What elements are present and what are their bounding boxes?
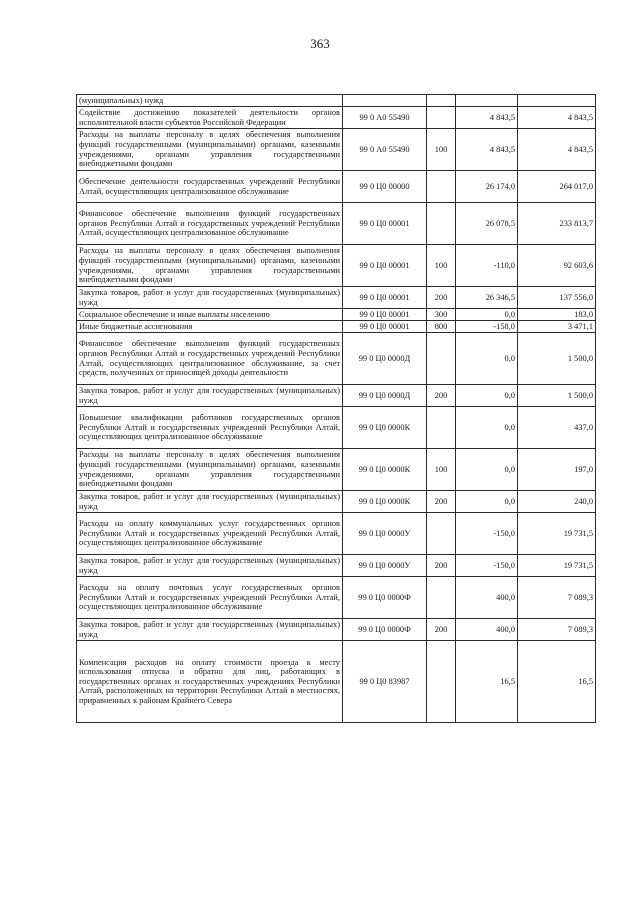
row-code-cell: 99 0 Ц0 0000К: [343, 491, 427, 513]
row-value-total-cell: 1 500,0: [518, 333, 596, 385]
row-value-change-cell: 26 174,0: [456, 171, 518, 203]
row-value-total-cell: 7 089,3: [518, 577, 596, 619]
table-row: [77, 95, 596, 107]
row-code-cell: 99 0 А0 55490: [343, 129, 427, 171]
row-value-change-cell: 0,0: [456, 407, 518, 449]
row-value-change-cell: -150,0: [456, 555, 518, 577]
row-value-change-cell: 26 346,5: [456, 287, 518, 309]
row-expense-type-cell: 200: [427, 385, 456, 407]
table-row: [77, 107, 596, 129]
row-value-total-cell: 16,5: [518, 641, 596, 723]
row-value-change-cell: 400,0: [456, 619, 518, 641]
row-value-total-cell: 19 731,5: [518, 513, 596, 555]
table-row: [77, 171, 596, 203]
row-code-cell: 99 0 Ц0 0000Д: [343, 333, 427, 385]
table-row: [77, 491, 596, 513]
table-row: [77, 577, 596, 619]
row-name-cell: Содействие достижению показателей деятельности органов исполнительной власти субъектов Российской Федерации: [77, 107, 343, 129]
row-value-change-cell: -150,0: [456, 513, 518, 555]
row-value-total-cell: 437,0: [518, 407, 596, 449]
table-row: [77, 641, 596, 723]
row-name-cell: Иные бюджетные ассигнования: [77, 321, 343, 333]
row-code-cell: 99 0 Ц0 0000У: [343, 513, 427, 555]
row-expense-type-cell: [427, 513, 456, 555]
table-row: [77, 555, 596, 577]
row-expense-type-cell: 800: [427, 321, 456, 333]
row-name-cell: Расходы на выплаты персоналу в целях обеспечения выполнения функций государственными (муниципальными) органами, казенными учреждениями, органами управления государственными внебюджетными фондами: [77, 245, 343, 287]
row-name-cell: Расходы на выплаты персоналу в целях обеспечения выполнения функций государственными (муниципальными) органами, казенными учреждениями, органами управления государственными внебюджетными фондами: [77, 129, 343, 171]
row-expense-type-cell: [427, 333, 456, 385]
row-value-change-cell: 0,0: [456, 385, 518, 407]
row-code-cell: 99 0 Ц0 0000К: [343, 407, 427, 449]
row-code-cell: 99 0 Ц0 00001: [343, 287, 427, 309]
row-name-cell: Закупка товаров, работ и услуг для государственных (муниципальных) нужд: [77, 287, 343, 309]
row-value-change-cell: [456, 95, 518, 107]
row-value-total-cell: 183,0: [518, 309, 596, 321]
row-value-total-cell: 137 556,0: [518, 287, 596, 309]
row-value-change-cell: 0,0: [456, 491, 518, 513]
row-code-cell: 99 0 Ц0 00001: [343, 245, 427, 287]
row-value-total-cell: 240,0: [518, 491, 596, 513]
row-expense-type-cell: 300: [427, 309, 456, 321]
row-expense-type-cell: [427, 107, 456, 129]
row-value-total-cell: 1 500,0: [518, 385, 596, 407]
row-value-change-cell: 4 843,5: [456, 107, 518, 129]
row-value-total-cell: 92 603,6: [518, 245, 596, 287]
row-code-cell: [343, 95, 427, 107]
row-value-change-cell: -110,0: [456, 245, 518, 287]
table-row: [77, 449, 596, 491]
row-name-cell: Финансовое обеспечение выполнения функций государственных органов Республики Алтай и государственных учреждений Республики Алтай, осуществляющих централизованное обслуживание, за счет средств, полученных от приносящей доходы деятельности: [77, 333, 343, 385]
page-number: 363: [310, 36, 330, 51]
row-name-cell: Закупка товаров, работ и услуг для государственных (муниципальных) нужд: [77, 385, 343, 407]
row-value-change-cell: 0,0: [456, 309, 518, 321]
table-row: [77, 333, 596, 385]
row-name-cell: Расходы на оплату коммунальных услуг государственных органов Республики Алтай и государственных учреждений Республики Алтай, осуществляющих централизованное обслуживание: [77, 513, 343, 555]
row-expense-type-cell: 200: [427, 491, 456, 513]
row-expense-type-cell: 100: [427, 449, 456, 491]
row-code-cell: 99 0 Ц0 00001: [343, 321, 427, 333]
row-value-total-cell: 197,0: [518, 449, 596, 491]
table-row: [77, 245, 596, 287]
row-expense-type-cell: [427, 641, 456, 723]
row-name-cell: Закупка товаров, работ и услуг для государственных (муниципальных) нужд: [77, 555, 343, 577]
row-value-total-cell: [518, 95, 596, 107]
row-expense-type-cell: 200: [427, 619, 456, 641]
row-name-cell: Обеспечение деятельности государственных учреждений Республики Алтай, осуществляющих централизованное обслуживание: [77, 171, 343, 203]
row-name-cell: Компенсация расходов на оплату стоимости проезда к месту использования отпуска и обратно для лиц, работающих в государственных органах и государственных учреждениях Республики Алтай, расположенных на территории Республики Алтай в местностях, приравненных к районам Крайнего Севера: [77, 641, 343, 723]
budget-table-body: [77, 95, 596, 723]
table-row: [77, 407, 596, 449]
row-expense-type-cell: 200: [427, 287, 456, 309]
row-expense-type-cell: [427, 95, 456, 107]
row-name-cell: Закупка товаров, работ и услуг для государственных (муниципальных) нужд: [77, 619, 343, 641]
row-code-cell: 99 0 Ц0 00001: [343, 309, 427, 321]
row-code-cell: 99 0 Ц0 0000У: [343, 555, 427, 577]
row-value-total-cell: 4 843,5: [518, 129, 596, 171]
row-value-change-cell: -158,0: [456, 321, 518, 333]
table-row: [77, 309, 596, 321]
row-expense-type-cell: 200: [427, 555, 456, 577]
row-name-cell: Социальное обеспечение и иные выплаты населению: [77, 309, 343, 321]
table-row: [77, 619, 596, 641]
row-code-cell: 99 0 А0 55490: [343, 107, 427, 129]
row-value-total-cell: 4 843,5: [518, 107, 596, 129]
row-expense-type-cell: [427, 407, 456, 449]
row-value-change-cell: 26 078,5: [456, 203, 518, 245]
row-value-change-cell: 400,0: [456, 577, 518, 619]
row-value-total-cell: 264 017,0: [518, 171, 596, 203]
table-row: [77, 513, 596, 555]
row-value-change-cell: 16,5: [456, 641, 518, 723]
row-code-cell: 99 0 Ц0 0000Ф: [343, 619, 427, 641]
row-value-change-cell: 0,0: [456, 333, 518, 385]
row-code-cell: 99 0 Ц0 0000К: [343, 449, 427, 491]
row-expense-type-cell: [427, 577, 456, 619]
row-value-total-cell: 233 813,7: [518, 203, 596, 245]
row-name-cell: Повышение квалификации работников государственных органов Республики Алтай и государственных учреждений Республики Алтай, осуществляющих централизованное обслуживание: [77, 407, 343, 449]
row-expense-type-cell: 100: [427, 245, 456, 287]
row-code-cell: 99 0 Ц0 83987: [343, 641, 427, 723]
table-row: [77, 287, 596, 309]
row-code-cell: 99 0 Ц0 00001: [343, 203, 427, 245]
row-expense-type-cell: 100: [427, 129, 456, 171]
row-value-total-cell: 3 471,1: [518, 321, 596, 333]
row-value-change-cell: 0,0: [456, 449, 518, 491]
row-code-cell: 99 0 Ц0 0000Д: [343, 385, 427, 407]
row-name-cell: Расходы на оплату почтовых услуг государственных органов Республики Алтай и государственных учреждений Республики Алтай, осуществляющих централизованное обслуживание: [77, 577, 343, 619]
row-value-change-cell: 4 843,5: [456, 129, 518, 171]
row-name-cell: (муниципальных) нужд: [77, 95, 343, 107]
table-row: [77, 385, 596, 407]
row-name-cell: Финансовое обеспечение выполнения функций государственных органов Республики Алтай и государственных учреждений Республики Алтай, осуществляющих централизованное обслуживание: [77, 203, 343, 245]
row-expense-type-cell: [427, 203, 456, 245]
budget-table: [76, 94, 596, 723]
row-value-total-cell: 7 089,3: [518, 619, 596, 641]
row-name-cell: Расходы на выплаты персоналу в целях обеспечения выполнения функций государственными (муниципальными) органами, казенными учреждениями, органами управления государственными внебюджетными фондами: [77, 449, 343, 491]
table-row: [77, 321, 596, 333]
table-row: [77, 129, 596, 171]
table-row: [77, 203, 596, 245]
row-code-cell: 99 0 Ц0 00000: [343, 171, 427, 203]
row-value-total-cell: 19 731,5: [518, 555, 596, 577]
row-code-cell: 99 0 Ц0 0000Ф: [343, 577, 427, 619]
row-name-cell: Закупка товаров, работ и услуг для государственных (муниципальных) нужд: [77, 491, 343, 513]
row-expense-type-cell: [427, 171, 456, 203]
